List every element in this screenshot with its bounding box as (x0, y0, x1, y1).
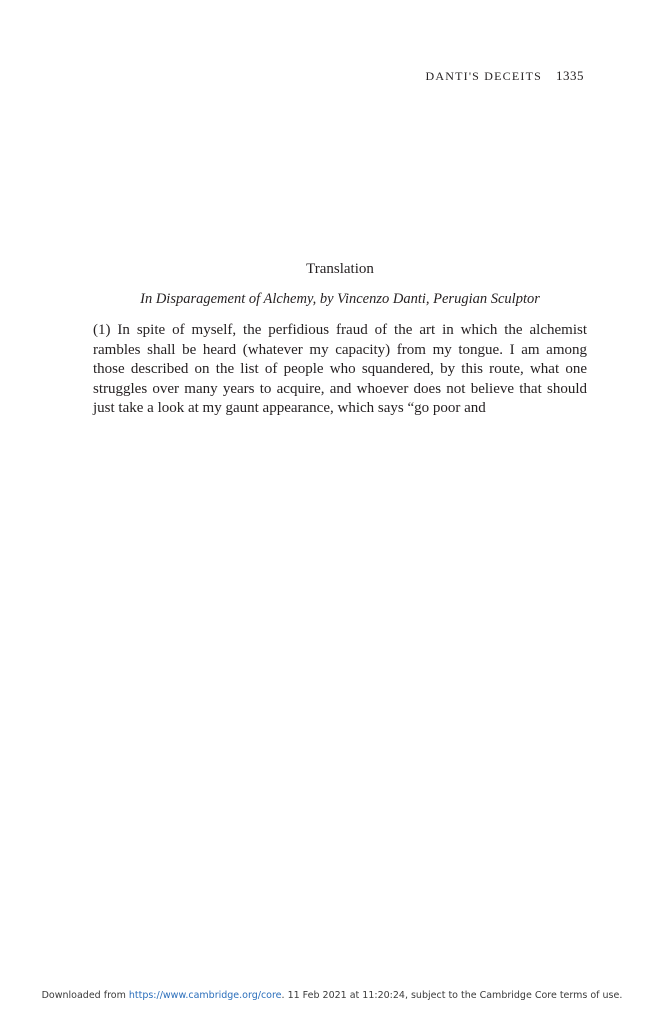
footer-prefix: Downloaded from (41, 990, 129, 1001)
footer-link[interactable]: https://www.cambridge.org/core (128, 990, 282, 1001)
footer-suffix: . 11 Feb 2021 at 11:20:24, subject to the Cambridge Core terms of use. (281, 990, 623, 1001)
section-title: Translation (306, 261, 374, 277)
page-number: 1335 (556, 68, 584, 83)
running-head (426, 68, 585, 84)
download-footer (0, 990, 664, 1001)
body-paragraph: (1) In spite of myself, the perfidious fraud of the art in which the alchemist rambles shall be heard (whatever my capacity) from my tongue. I am among those described on the list of people who squandered, by this route, what one struggles over many years to acquire, and whoever does not believe that should just take a look at my gaunt appearance, which says “go poor and (93, 322, 587, 416)
section-subtitle: In Disparagement of Alchemy, by Vincenzo Danti, Perugian Sculptor (140, 291, 540, 307)
running-head-title: DANTI'S DECEITS (425, 69, 542, 83)
